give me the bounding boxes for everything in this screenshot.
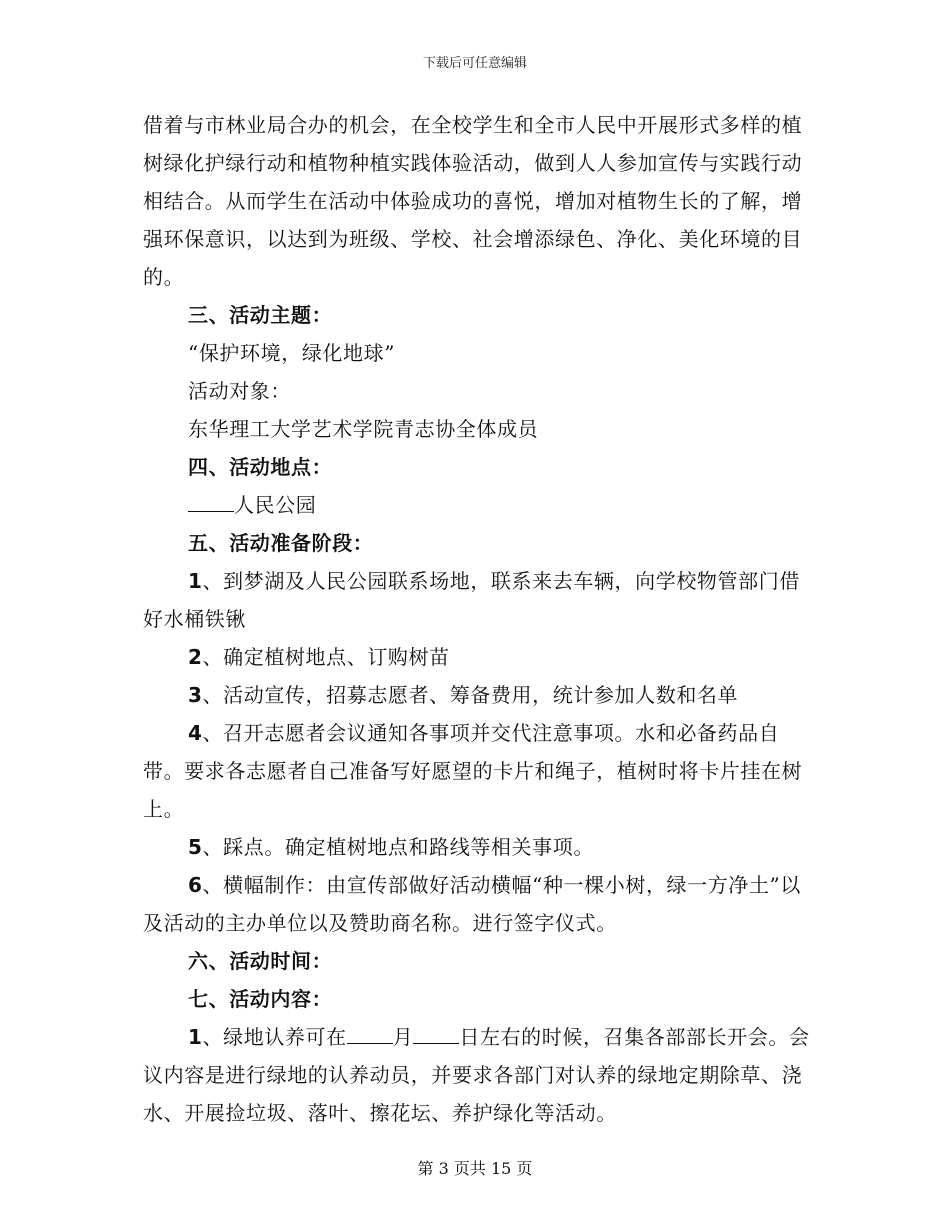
content-item-text-part1: 、绿地认养可在 (202, 1025, 347, 1049)
content-item-number: 1 (188, 1025, 203, 1049)
prep-item-text: 、确定植树地点、订购树苗 (202, 645, 450, 669)
location-blank (188, 493, 234, 512)
prep-item-5 (143, 828, 810, 866)
prep-item-3 (143, 676, 810, 714)
prep-item-number: 3 (188, 683, 203, 707)
page-header: 下载后可任意编辑 (422, 56, 527, 71)
prep-item-number: 4 (188, 721, 203, 745)
prep-item-number: 6 (188, 873, 203, 897)
page-footer: 第 3 页共 15 页 (417, 1159, 533, 1178)
section-6-heading: 六、活动时间： (188, 949, 333, 973)
prep-item-4 (143, 714, 810, 828)
prep-item-number: 1 (188, 569, 203, 593)
prep-item-1 (143, 562, 810, 638)
prep-item-6 (143, 866, 810, 942)
content-item-text-part2: 月 (392, 1025, 414, 1049)
content-item-1 (143, 1018, 810, 1132)
location-name: 人民公园 (234, 493, 317, 517)
section-5-heading: 五、活动准备阶段： (188, 531, 374, 555)
section-3-heading: 三、活动主题： (188, 303, 333, 327)
content-item-text-part3: 日左右的时候，召集各部部长开会。会议内容是进行绿地的认养动员，并要求各部门对认养的绿地定期除草、浇水、开展捡垃圾、落叶、擦花坛、养护绿化等活动。 (143, 1025, 810, 1125)
activity-theme: “保护环境，绿化地球” (188, 341, 396, 365)
section-4-heading: 四、活动地点： (188, 455, 333, 479)
section-7-heading: 七、活动内容： (188, 987, 333, 1011)
prep-item-text: 、横幅制作：由宣传部做好活动横幅“种一棵小树，绿一方净土”以及活动的主办单位以及赞助商名称。进行签字仪式。 (143, 873, 801, 935)
prep-item-number: 2 (188, 645, 203, 669)
prep-item-number: 5 (188, 835, 203, 859)
prep-item-text: 、到梦湖及人民公园联系场地，联系来去车辆，向学校物管部门借好水桶铁锹 (143, 569, 800, 631)
activity-target: 东华理工大学艺术学院青志协全体成员 (188, 417, 539, 441)
intro-paragraph: 借着与市林业局合办的机会，在全校学生和全市人民中开展形式多样的植树绿化护绿行动和植物种植实践体验活动，做到人人参加宣传与实践行动相结合。从而学生在活动中体验成功的喜悦，增加对植物生长的了解，增强环保意识，以达到为班级、学校、社会增添绿色、净化、美化环境的目的。 (143, 113, 803, 289)
prep-item-2 (143, 638, 810, 676)
prep-item-text: 、踩点。确定植树地点和路线等相关事项。 (202, 835, 594, 859)
prep-item-text: 、活动宣传，招募志愿者、筹备费用，统计参加人数和名单 (202, 683, 739, 707)
prep-item-text: 、召开志愿者会议通知各事项并交代注意事项。水和必备药品自带。要求各志愿者自己准备写好愿望的卡片和绳子，植树时将卡片挂在树上。 (143, 721, 803, 821)
activity-target-label: 活动对象： (188, 379, 291, 403)
day-blank (413, 1025, 459, 1044)
month-blank (347, 1025, 393, 1044)
activity-location (143, 486, 810, 524)
document-body (143, 106, 810, 1132)
